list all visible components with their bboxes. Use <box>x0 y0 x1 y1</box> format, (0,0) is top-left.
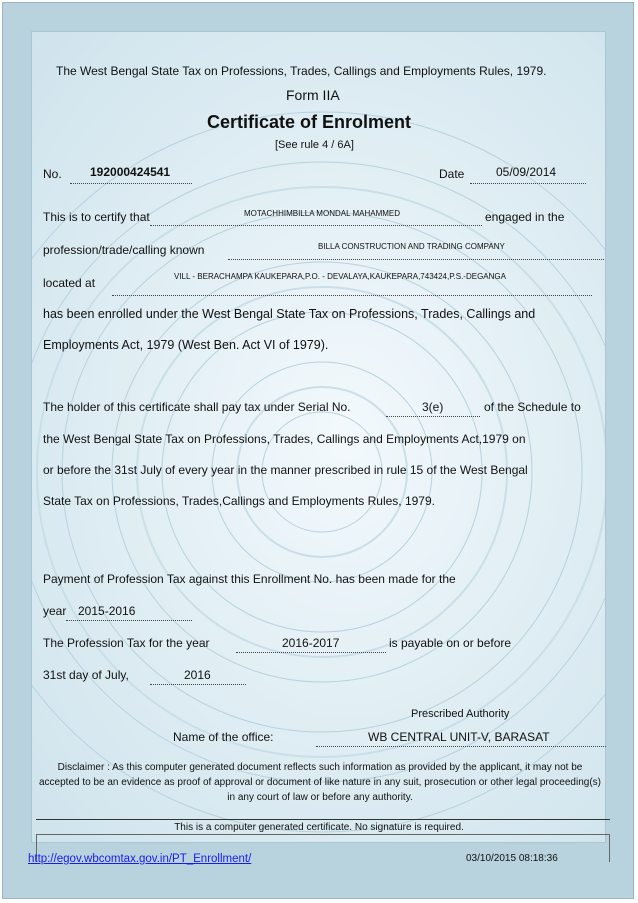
disclaimer: Disclaimer : As this computer generated document reflects such information as provided by the applicant, it may not be accepted to be an evidence as proof of approval or document of like nature in any suit, prosecution or other legal proceeding(s) in any court of law or before any authority. <box>38 762 601 803</box>
generated-note: This is a computer generated certificate. No signature is required. <box>174 822 464 833</box>
date-value: 05/09/2014 <box>496 165 557 179</box>
certificate-title: Certificate of Enrolment <box>207 112 412 132</box>
print-timestamp: 03/10/2015 08:18:36 <box>466 853 558 864</box>
form-number: Form IIA <box>286 87 340 103</box>
holder-line-3: or before the 31st July of every year in the manner prescribed in rule 15 of the West Bengal <box>43 463 528 477</box>
serial-field <box>386 400 480 417</box>
name-value: MOTACHHIMBILLA MONDAL MAHAMMED <box>244 209 401 218</box>
business-value: BILLA CONSTRUCTION AND TRADING COMPANY <box>318 242 505 251</box>
engaged-label: engaged in the <box>485 210 565 224</box>
certify-label: This is to certify that <box>43 210 150 224</box>
pt-year-value: 2016-2017 <box>282 636 340 650</box>
pt-year-field <box>236 636 386 653</box>
business-field <box>228 243 604 260</box>
address-value: VILL - BERACHAMPA KAUKEPARA,P.O. - DEVALAYA,KAUKEPARA,743424,P.S.-DEGANGA <box>174 272 506 281</box>
serial-value: 3(e) <box>422 400 444 414</box>
enrolled-line-2: Employments Act, 1979 (West Ben. Act VI of 1979). <box>43 338 329 352</box>
holder-label: The holder of this certificate shall pay tax under Serial No. <box>43 400 351 414</box>
address-field <box>112 272 592 296</box>
divider <box>36 819 610 820</box>
enrolled-line-1: has been enrolled under the West Bengal State Tax on Professions, Trades, Callings and <box>43 307 536 321</box>
schedule-label: of the Schedule to <box>484 400 581 414</box>
office-field <box>316 730 606 747</box>
payable-label: is payable on or before <box>389 636 512 650</box>
office-label: Name of the office: <box>173 730 274 744</box>
july-label: 31st day of July, <box>43 668 129 682</box>
holder-line-4: State Tax on Professions, Trades,Callings and Employments Rules, 1979. <box>43 494 435 508</box>
year-label: year <box>43 604 67 618</box>
july-year-value: 2016 <box>184 668 211 682</box>
name-field <box>150 209 482 226</box>
profession-label: profession/trade/calling known <box>43 243 205 257</box>
july-year-field <box>150 668 246 685</box>
authority-label: Prescribed Authority <box>411 708 510 720</box>
holder-line-2: the West Bengal State Tax on Professions, Trades, Callings and Employments Act,1979 on <box>43 432 526 446</box>
date-label: Date <box>439 167 465 181</box>
payment-line: Payment of Profession Tax against this Enrollment No. has been made for the <box>43 572 456 586</box>
rules-title: The West Bengal State Tax on Professions, Trades, Callings and Employments Rules, 1979. <box>56 64 547 78</box>
date-field <box>470 167 586 184</box>
office-value: WB CENTRAL UNIT-V, BARASAT <box>368 730 550 744</box>
enrollment-url-link[interactable]: http://egov.wbcomtax.gov.in/PT_Enrollment/ <box>28 853 252 865</box>
enrolment-no-field <box>70 167 192 184</box>
rule-reference: [See rule 4 / 6A] <box>275 139 354 151</box>
enrolment-no-value: 192000424541 <box>90 165 171 179</box>
located-label: located at <box>43 276 96 290</box>
year-field <box>66 604 192 621</box>
no-label: No. <box>43 167 62 181</box>
pt-label: The Profession Tax for the year <box>43 636 210 650</box>
year-value: 2015-2016 <box>78 604 136 618</box>
